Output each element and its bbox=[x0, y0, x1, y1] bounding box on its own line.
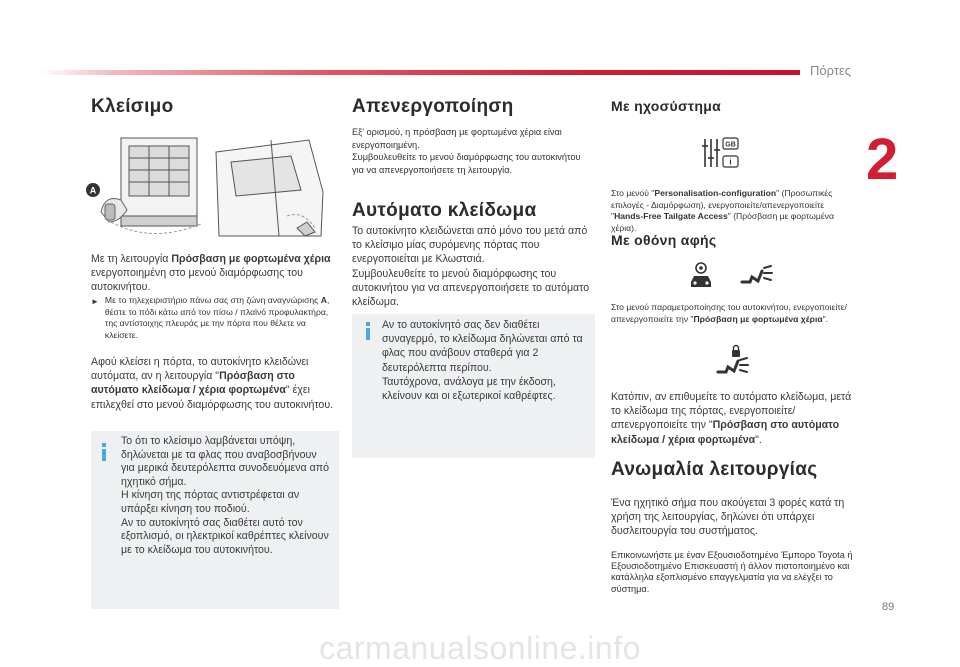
info-icon bbox=[363, 322, 373, 340]
bullet-arrow-icon: ► bbox=[91, 297, 99, 306]
touchscreen-text-b: Πρόσβαση με φορτωμένα χέρια bbox=[693, 313, 823, 324]
auto-lock-note-2: Ταυτόχρονα, ανάλογα με την έκδοση, κλείνουν και οι εξωτερικοί καθρέφτες. bbox=[382, 375, 556, 403]
auto-lock-touchscreen-c: ". bbox=[755, 433, 762, 446]
closing-p1-bold: Πρόσβαση με φορτωμένα χέρια bbox=[171, 253, 331, 265]
touchscreen-text-a: Στο μενού παραμετροποίησης του αυτοκινήτου, ενεργοποιείτε/απενεργοποιείτε την " bbox=[611, 302, 847, 324]
closing-bullet-a: Με το τηλεχειριστήριο πάνω σας στη ζώνη αναγνώρισης bbox=[104, 295, 321, 305]
info-icon bbox=[99, 443, 109, 461]
chapter-title: Πόρτες bbox=[810, 63, 852, 78]
malfunction-text: Ένα ηχητικό σήμα που ακούγεται 3 φορές κατά τη χρήση της λειτουργίας, δηλώνει ότι υπάρχει δυσλειτουργία του συστήματος. bbox=[611, 497, 845, 538]
section-title-touchscreen: Με οθόνη αφής bbox=[611, 232, 717, 248]
deactivation-p2: Συμβουλευθείτε το μενού διαμόρφωσης του αυτοκινήτου για να απενεργοποιήσετε τη λειτουργία. bbox=[352, 152, 581, 175]
closing-p2-text-end: " έχει επιλεχθεί στο μενού διαμόρφωσης του αυτοκινήτου. bbox=[91, 384, 334, 411]
deactivation-p1: Εξ' ορισμού, η πρόσβαση με φορτωμένα χέρια είναι ενεργοποιημένη. bbox=[352, 127, 562, 150]
audio-text bbox=[611, 188, 856, 234]
audio-text-d: Hands-Free Tailgate Access bbox=[614, 211, 728, 221]
gb-label: GB bbox=[725, 141, 736, 149]
closing-bullet bbox=[91, 295, 339, 341]
closing-paragraph-2 bbox=[91, 355, 339, 412]
section-title-auto-lock: Αυτόματο κλείδωμα bbox=[352, 200, 537, 221]
auto-lock-touchscreen-a: Κατόπιν, αν επιθυμείτε το αυτόματο κλείδωμα, μετά το κλείδωμα της πόρτας, ενεργοποιείτε/απενεργοποιείτε την " bbox=[611, 391, 852, 432]
touchscreen-text bbox=[611, 302, 856, 325]
foot-kick-lock-icon bbox=[716, 346, 752, 378]
auto-lock-info-box bbox=[352, 314, 595, 458]
header-accent-bar bbox=[40, 70, 800, 75]
foot-kick-icon bbox=[740, 264, 774, 288]
closing-bullet-b: A bbox=[320, 295, 327, 305]
closing-note-2: Η κίνηση της πόρτας αντιστρέφεται αν υπάρξει κίνηση του ποδιού. bbox=[121, 489, 300, 515]
rear-door-illustration bbox=[91, 132, 339, 244]
page-number: 89 bbox=[882, 601, 895, 613]
section-title-deactivation: Απενεργοποίηση bbox=[352, 96, 514, 117]
info-label: i bbox=[729, 157, 732, 167]
audio-text-a: Στο μενού " bbox=[611, 188, 655, 198]
malfunction-contact-text: Επικοινωνήστε με έναν Εξουσιοδοτημένο Έμπορο Toyota ή Εξουσιοδοτημένο Επισκευαστή ή άλλον πιστοποιημένο και κατάλληλα εξοπλισμένο επαγγελματία για να ελέγξει το σύστημα. bbox=[611, 550, 853, 594]
auto-lock-note-1: Αν το αυτοκίνητό σας δεν διαθέτει συναγερμό, το κλείδωμα δηλώνεται από τα φλας που ανάβουν σταθερά για 2 δευτερόλεπτα περίπου. bbox=[382, 319, 583, 374]
section-title-closing: Κλείσιμο bbox=[91, 96, 174, 117]
closing-bullet-text bbox=[105, 295, 339, 341]
closing-p1-text: Με τη λειτουργία bbox=[91, 253, 172, 265]
closing-p2-bold: Πρόσβαση στο αυτόματο κλείδωμα / χέρια φορτωμένα bbox=[91, 370, 295, 397]
deactivation-text bbox=[352, 126, 595, 176]
closing-note-1: Το ότι το κλείσιμο λαμβάνεται υπόψη, δηλώνεται με τα φλας που αναβοσβήνουν για μερικά δευτερόλεπτα συνοδευόμενα από ηχητικό σήμα. bbox=[121, 435, 329, 488]
closing-info-box bbox=[91, 431, 339, 609]
audio-settings-icon bbox=[700, 136, 740, 170]
figure-label-a: A bbox=[89, 185, 97, 196]
audio-text-e: " (Πρόσβαση με φορτωμένα χέρια). bbox=[611, 211, 834, 233]
closing-p2-text: Αφού κλείσει η πόρτα, το αυτοκίνητο κλειδώνει αυτόματα, αν η λειτουργία " bbox=[91, 356, 309, 383]
watermark: carmanualsonline.info bbox=[319, 630, 641, 666]
auto-lock-text bbox=[352, 224, 595, 309]
chapter-number: 2 bbox=[866, 127, 899, 192]
section-title-malfunction: Ανωμαλία λειτουργίας bbox=[611, 459, 818, 480]
section-title-audio: Με ηχοσύστημα bbox=[611, 98, 722, 114]
auto-lock-touchscreen-b: Πρόσβαση στο αυτόματο κλείδωμα / χέρια φορτωμένα bbox=[611, 419, 840, 446]
car-settings-icon bbox=[688, 262, 714, 290]
auto-lock-touchscreen-text bbox=[611, 390, 856, 447]
audio-text-b: Personalisation-configuration bbox=[654, 188, 777, 198]
closing-p1-text-end: ενεργοποιημένη στο μενού διαμόρφωσης του αυτοκινήτου. bbox=[91, 267, 303, 294]
van-rear-figure-svg bbox=[91, 132, 339, 244]
auto-lock-p2: Συμβουλευθείτε το μενού διαμόρφωσης του αυτοκινήτου για να απενεργοποιήσετε το αυτόματο κλείδωμα. bbox=[352, 267, 590, 309]
closing-note-3: Αν το αυτοκίνητό σας διαθέτει αυτό τον εξοπλισμό, οι ηλεκτρικοί καθρέπτες κλείνουν με το κλείδωμα του αυτοκινήτου. bbox=[121, 516, 329, 556]
touchscreen-text-c: ". bbox=[822, 313, 829, 324]
closing-paragraph-1 bbox=[91, 252, 339, 295]
auto-lock-p1: Το αυτοκίνητο κλειδώνεται από μόνο του μετά από το κλείσιμο μίας συρόμενης πόρτας που ενεργοποιείται με Κλωστσιά. bbox=[352, 225, 588, 266]
closing-bullet-c: , θέστε το πόδι κάτω από τον πίσω / πλαϊνό προφυλακτήρα, της αντίστοιχης πλευράς με την πόρτα που θέλετε να κλείσετε. bbox=[104, 295, 330, 340]
audio-text-c: " (Προσωπικές επιλογές - Διαμόρφωση), ενεργοποιείτε/απενεργοποιείτε " bbox=[611, 188, 833, 221]
